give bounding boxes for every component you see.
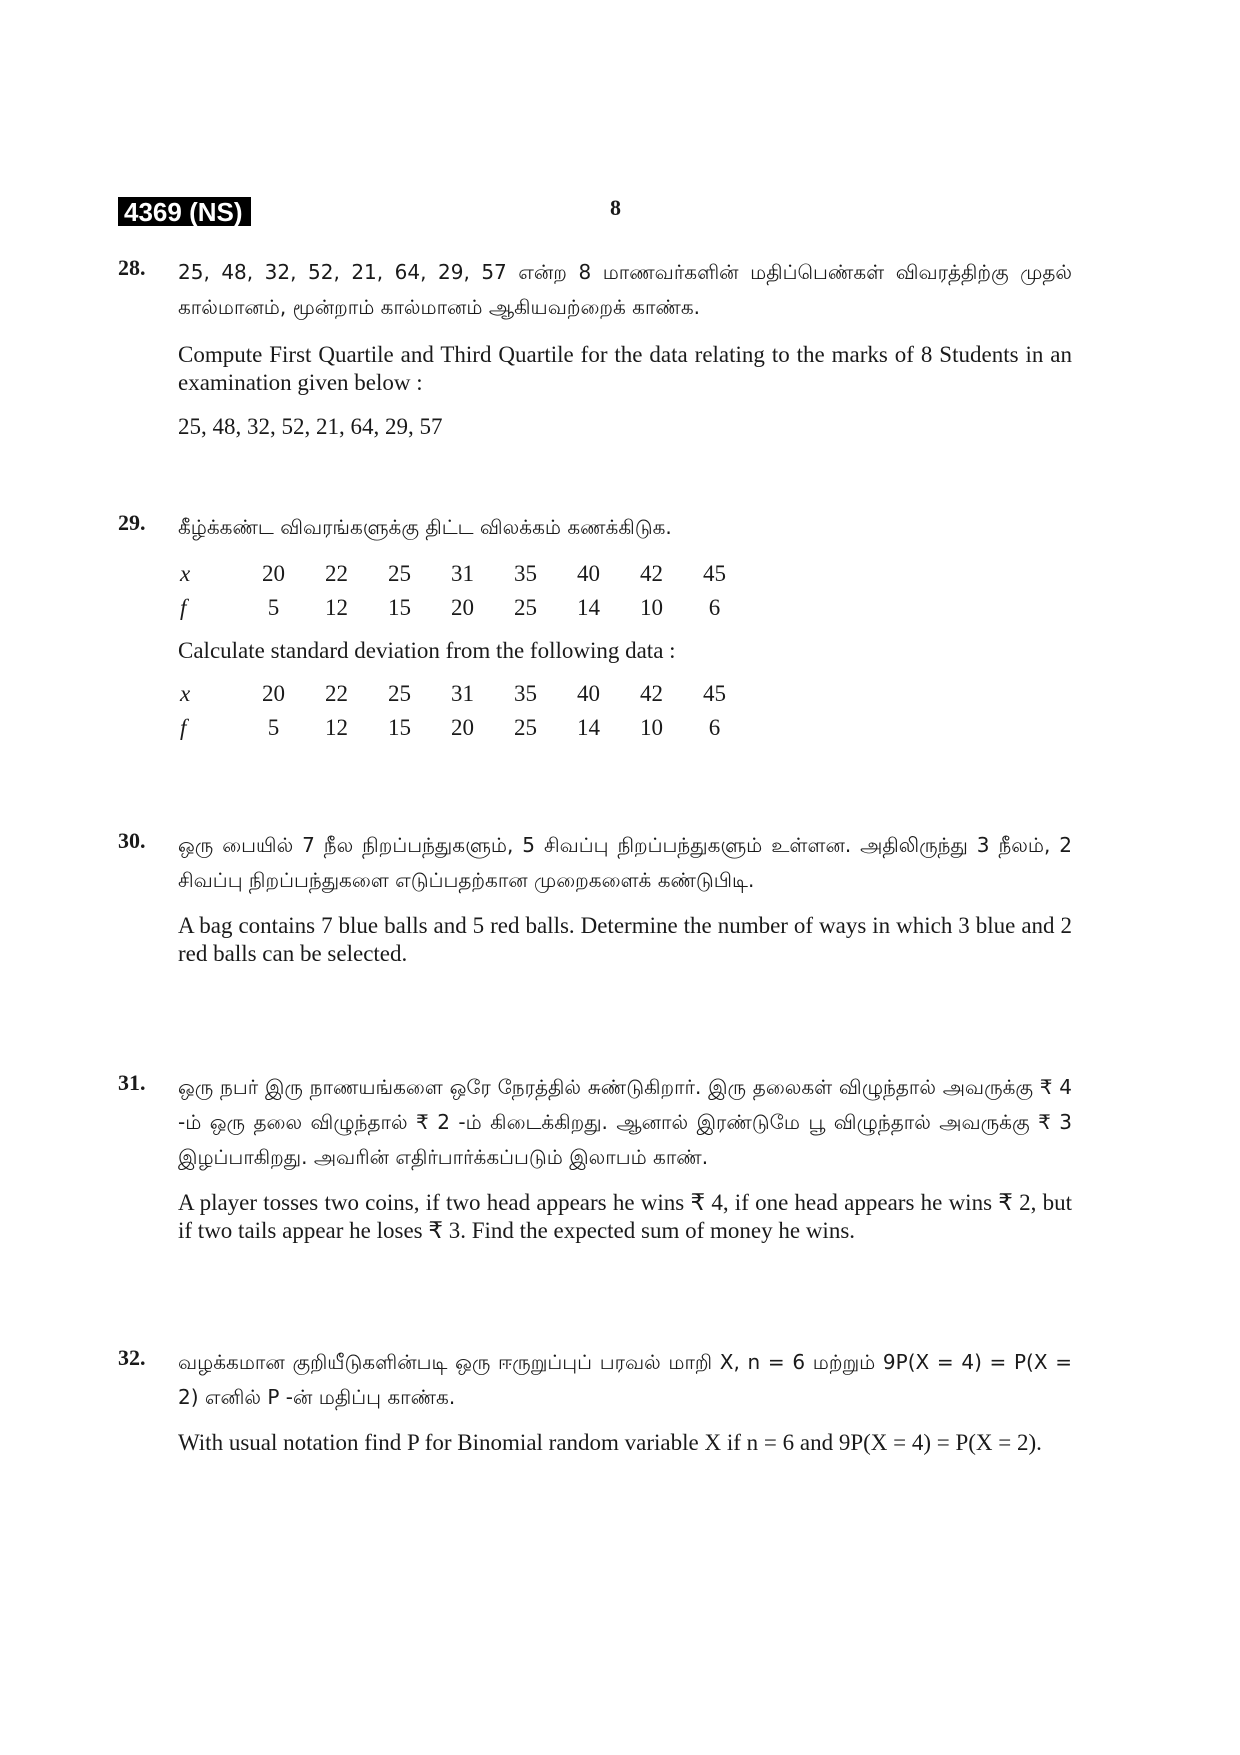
question-number: 29. [118, 510, 146, 535]
table-row-f [176, 591, 746, 625]
table-cell: 40 [577, 561, 600, 586]
table-row-f [176, 711, 746, 745]
table-cell: 35 [514, 561, 537, 586]
question-tamil-text: ஒரு பையில் 7 நீல நிறப்பந்துகளும், 5 சிவப்பு நிறப்பந்துகளும் உள்ளன. அதிலிருந்து 3 நீலம், 2 சிவப்பு நிறப்பந்துகளை எடுப்பதற்கான முறைகளைக் கண்டுபிடி. [178, 833, 1072, 892]
table-cell: 10 [640, 595, 663, 620]
question-tamil-text: ஒரு நபர் இரு நாணயங்களை ஒரே நேரத்தில் சுண்டுகிறார். இரு தலைகள் விழுந்தால் அவருக்கு ₹ 4 -ம் ஒரு தலை விழுந்தால் ₹ 2 -ம் கிடைக்கிறது. ஆனால் இரண்டுமே பூ விழுந்தால் அவருக்கு ₹ 3 இழப்பாகிறது. அவரின் எதிர்பார்க்கப்படும் இலாபம் காண். [178, 1075, 1072, 1169]
table-cell: 31 [451, 561, 474, 586]
frequency-table-tamil [176, 557, 746, 625]
question-data-values: 25, 48, 32, 52, 21, 64, 29, 57 [178, 414, 443, 439]
question-number: 32. [118, 1345, 146, 1370]
page-number: 8 [610, 195, 621, 220]
table-cell: 12 [325, 595, 348, 620]
table-cell: 42 [640, 561, 663, 586]
question-tamil-text: கீழ்க்கண்ட விவரங்களுக்கு திட்ட விலக்கம் கணக்கிடுக. [178, 515, 672, 539]
table-cell: 20 [262, 681, 285, 706]
table-row-x [176, 557, 746, 591]
question-tamil-text: 25, 48, 32, 52, 21, 64, 29, 57 என்ற 8 மாணவர்களின் மதிப்பெண்கள் விவரத்திற்கு முதல் கால்மானம், மூன்றாம் கால்மானம் ஆகியவற்றைக் காண்க. [178, 260, 1072, 319]
row-label: f [180, 715, 187, 740]
table-cell: 25 [514, 715, 537, 740]
table-cell: 31 [451, 681, 474, 706]
table-cell: 22 [325, 681, 348, 706]
frequency-table-english [176, 677, 746, 745]
table-cell: 45 [703, 561, 726, 586]
question-30 [118, 828, 1073, 968]
row-label: f [180, 595, 187, 620]
question-english-text: Compute First Quartile and Third Quartile for the data relating to the marks of 8 Students in an examination given below : [178, 342, 1072, 395]
table-cell: 15 [388, 595, 411, 620]
table-cell: 6 [708, 715, 721, 740]
table-cell: 40 [577, 681, 600, 706]
question-31 [118, 1070, 1073, 1245]
question-number: 30. [118, 828, 146, 853]
table-cell: 25 [388, 681, 411, 706]
question-28 [118, 255, 1073, 441]
table-cell: 14 [577, 715, 600, 740]
table-cell: 6 [708, 595, 721, 620]
row-label: x [180, 561, 191, 586]
table-cell: 20 [451, 595, 474, 620]
table-cell: 22 [325, 561, 348, 586]
table-cell: 14 [577, 595, 600, 620]
table-cell: 10 [640, 715, 663, 740]
table-cell: 25 [514, 595, 537, 620]
question-number: 28. [118, 255, 146, 280]
table-cell: 25 [388, 561, 411, 586]
question-number: 31. [118, 1070, 146, 1095]
table-cell: 42 [640, 681, 663, 706]
question-tamil-text: வழக்கமான குறியீடுகளின்படி ஒரு ஈருறுப்புப் பரவல் மாறி X, n = 6 மற்றும் 9P(X = 4) = P(X = 2) எனில் P -ன் மதிப்பு காண்க. [178, 1350, 1072, 1409]
question-32 [118, 1345, 1073, 1457]
table-cell: 45 [703, 681, 726, 706]
question-english-text: With usual notation find P for Binomial random variable X if n = 6 and 9P(X = 4) = P(X = 2). [178, 1430, 1042, 1455]
table-cell: 5 [267, 715, 280, 740]
question-29 [118, 510, 1073, 745]
table-cell: 5 [267, 595, 280, 620]
table-row-x [176, 677, 746, 711]
question-english-text: A bag contains 7 blue balls and 5 red balls. Determine the number of ways in which 3 blue and 2 red balls can be selected. [178, 913, 1072, 966]
row-label: x [180, 681, 191, 706]
question-english-text: Calculate standard deviation from the following data : [178, 638, 676, 663]
table-cell: 20 [451, 715, 474, 740]
table-cell: 15 [388, 715, 411, 740]
question-english-text: A player tosses two coins, if two head appears he wins ₹ 4, if one head appears he wins ₹ 2, but if two tails appear he loses ₹ 3. Find the expected sum of money he wins. [178, 1190, 1072, 1243]
page-code-badge: 4369 (NS) [118, 197, 251, 226]
table-cell: 12 [325, 715, 348, 740]
table-cell: 20 [262, 561, 285, 586]
table-cell: 35 [514, 681, 537, 706]
